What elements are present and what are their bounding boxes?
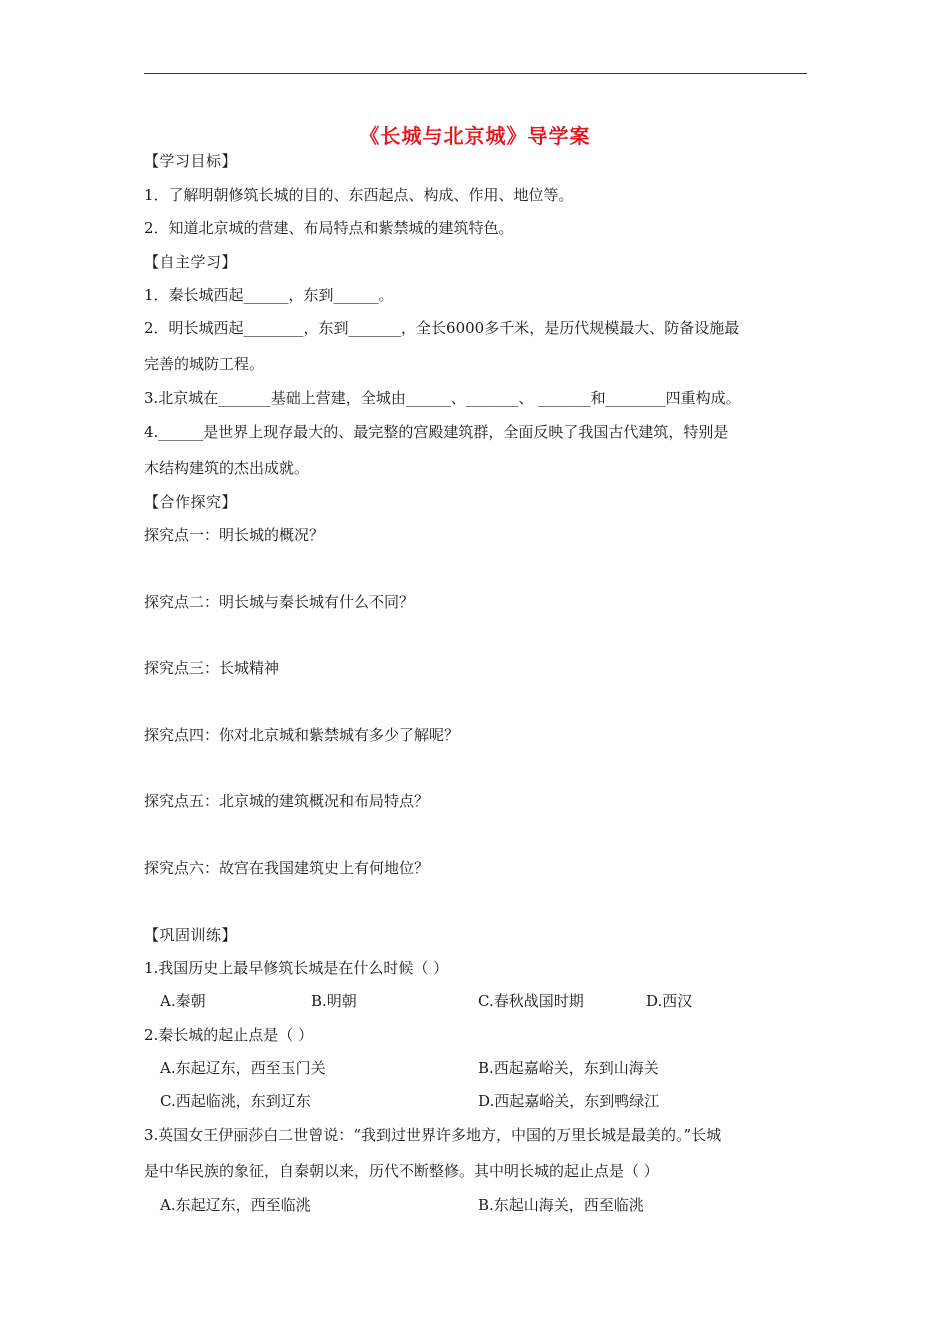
- goal-item: 1．了解明朝修筑长城的目的、东西起点、构成、作用、地位等。: [144, 186, 574, 204]
- explore-point: 探究点五：北京城的建筑概况和布局特点？: [144, 792, 430, 810]
- fill-in-question: 3.北京城在_______基础上营建，全城由______、_______、 _______和________四重构成。: [144, 389, 741, 407]
- page-title: 《长城与北京城》导学案: [359, 124, 591, 148]
- option-c: C.春秋战国时期: [478, 992, 584, 1010]
- option-a: A.东起辽东，西至临洮: [160, 1196, 311, 1214]
- explore-point: 探究点二：明长城与秦长城有什么不同？: [144, 593, 415, 611]
- option-a: A.秦朝: [160, 992, 206, 1010]
- explore-point: 探究点一：明长城的概况？: [144, 526, 325, 544]
- option-a: A.东起辽东，西至玉门关: [160, 1059, 326, 1077]
- option-b: B.明朝: [311, 992, 357, 1010]
- option-c: C.西起临洮，东到辽东: [160, 1092, 311, 1110]
- section-header-goals: 【学习目标】: [144, 152, 238, 170]
- explore-point: 探究点六：故宫在我国建筑史上有何地位？: [144, 859, 430, 877]
- section-header-practice: 【巩固训练】: [144, 926, 238, 944]
- explore-point: 探究点四：你对北京城和紫禁城有多少了解呢？: [144, 726, 460, 744]
- goal-item: 2．知道北京城的营建、布局特点和紫禁城的建筑特色。: [144, 219, 514, 237]
- explore-point: 探究点三：长城精神: [144, 659, 280, 677]
- fill-in-question: 1．秦长城西起______，东到______。: [144, 286, 394, 304]
- header-rule: [144, 73, 807, 74]
- fill-in-question-cont: 木结构建筑的杰出成就。: [144, 459, 310, 477]
- section-header-self-study: 【自主学习】: [144, 253, 238, 271]
- question-stem: 2.秦长城的起止点是（ ）: [144, 1026, 314, 1044]
- question-stem: 3.英国女王伊丽莎白二世曾说：“我到过世界许多地方，中国的万里长城是最美的。”长城: [144, 1126, 722, 1144]
- fill-in-question-cont: 完善的城防工程。: [144, 355, 265, 373]
- fill-in-question: 4.______是世界上现存最大的、最完整的宫殿建筑群，全面反映了我国古代建筑，特别是: [144, 423, 729, 441]
- fill-in-question: 2．明长城西起________，东到_______，全长6000多千米，是历代规模最大、防备设施最: [144, 319, 740, 337]
- option-b: B.西起嘉峪关，东到山海关: [478, 1059, 659, 1077]
- question-stem: 1.我国历史上最早修筑长城是在什么时候（ ）: [144, 959, 449, 977]
- option-b: B.东起山海关，西至临洮: [478, 1196, 644, 1214]
- question-stem-cont: 是中华民族的象征，自秦朝以来，历代不断整修。其中明长城的起止点是（ ）: [144, 1162, 659, 1180]
- option-d: D.西起嘉峪关，东到鸭绿江: [478, 1092, 660, 1110]
- option-d: D.西汉: [646, 992, 693, 1010]
- section-header-explore: 【合作探究】: [144, 493, 238, 511]
